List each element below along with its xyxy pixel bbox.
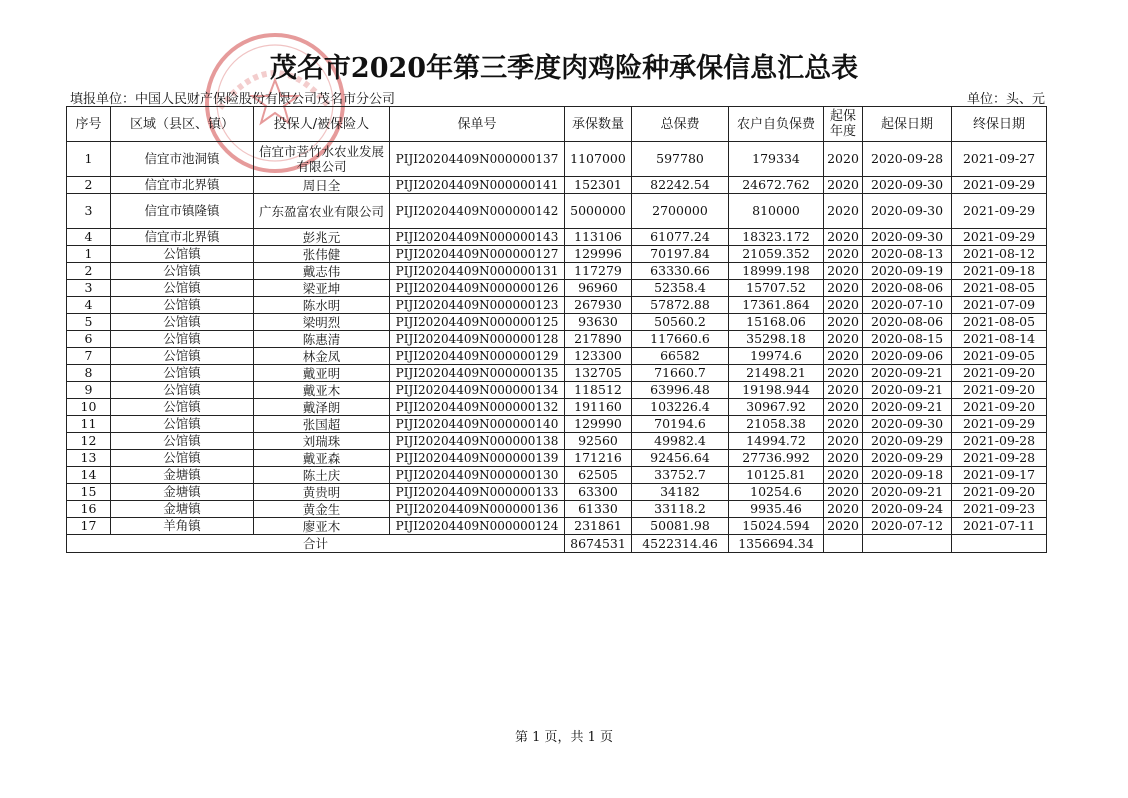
cell-start-date: 2020-09-30 [863,416,952,433]
cell-insured: 黄金生 [254,501,390,518]
cell-policy: PIJI20204409N000000125 [390,314,565,331]
cell-end-date: 2021-09-28 [952,433,1047,450]
cell-year: 2020 [824,416,863,433]
cell-end-date: 2021-08-14 [952,331,1047,348]
cell-start-date: 2020-09-19 [863,263,952,280]
cell-insured: 陈土庆 [254,467,390,484]
cell-premium: 33118.2 [632,501,729,518]
cell-policy: PIJI20204409N000000129 [390,348,565,365]
cell-end-date: 2021-07-09 [952,297,1047,314]
cell-year: 2020 [824,382,863,399]
cell-quantity: 231861 [565,518,632,535]
filing-unit: 填报单位：中国人民财产保险股份有限公司茂名市分公司 [70,92,396,107]
table-row [67,314,1047,331]
cell-start-date: 2020-07-10 [863,297,952,314]
cell-premium: 63330.66 [632,263,729,280]
cell-year: 2020 [824,450,863,467]
header-insured: 投保人/被保险人 [254,107,390,142]
cell-seq: 10 [67,399,111,416]
cell-quantity: 267930 [565,297,632,314]
cell-region: 公馆镇 [111,399,254,416]
cell-premium: 70197.84 [632,246,729,263]
table-row [67,518,1047,535]
cell-policy: PIJI20204409N000000128 [390,331,565,348]
cell-end-date: 2021-09-23 [952,501,1047,518]
cell-premium: 597780 [632,142,729,177]
cell-self-pay: 21058.38 [729,416,824,433]
total-empty-end [952,535,1047,553]
table-row [67,450,1047,467]
cell-quantity: 93630 [565,314,632,331]
header-seq: 序号 [67,107,111,142]
cell-region: 公馆镇 [111,331,254,348]
header-policy: 保单号 [390,107,565,142]
cell-self-pay: 10254.6 [729,484,824,501]
cell-end-date: 2021-09-05 [952,348,1047,365]
cell-year: 2020 [824,177,863,194]
total-quantity: 8674531 [565,535,632,553]
header-premium: 总保费 [632,107,729,142]
cell-seq: 16 [67,501,111,518]
cell-seq: 7 [67,348,111,365]
cell-seq: 1 [67,142,111,177]
cell-self-pay: 14994.72 [729,433,824,450]
table-header-row [67,107,1047,142]
cell-policy: PIJI20204409N000000138 [390,433,565,450]
cell-quantity: 132705 [565,365,632,382]
cell-seq: 8 [67,365,111,382]
cell-insured: 张国超 [254,416,390,433]
cell-insured: 周日全 [254,177,390,194]
summary-table [66,106,1047,553]
cell-policy: PIJI20204409N000000126 [390,280,565,297]
table-row [67,399,1047,416]
cell-quantity: 129996 [565,246,632,263]
cell-insured: 张伟健 [254,246,390,263]
cell-seq: 6 [67,331,111,348]
cell-insured: 刘瑞珠 [254,433,390,450]
cell-region: 公馆镇 [111,246,254,263]
cell-end-date: 2021-09-28 [952,450,1047,467]
cell-seq: 2 [67,177,111,194]
cell-start-date: 2020-08-06 [863,280,952,297]
cell-self-pay: 18999.198 [729,263,824,280]
cell-self-pay: 17361.864 [729,297,824,314]
cell-quantity: 191160 [565,399,632,416]
cell-self-pay: 21498.21 [729,365,824,382]
cell-insured: 戴亚明 [254,365,390,382]
cell-end-date: 2021-09-18 [952,263,1047,280]
cell-region: 公馆镇 [111,433,254,450]
cell-quantity: 5000000 [565,194,632,229]
cell-seq: 2 [67,263,111,280]
cell-policy: PIJI20204409N000000143 [390,229,565,246]
cell-policy: PIJI20204409N000000139 [390,450,565,467]
cell-quantity: 171216 [565,450,632,467]
cell-self-pay: 15024.594 [729,518,824,535]
cell-policy: PIJI20204409N000000127 [390,246,565,263]
cell-seq: 3 [67,194,111,229]
cell-end-date: 2021-08-05 [952,314,1047,331]
cell-end-date: 2021-09-20 [952,365,1047,382]
cell-self-pay: 24672.762 [729,177,824,194]
cell-policy: PIJI20204409N000000135 [390,365,565,382]
table-row [67,467,1047,484]
cell-premium: 50560.2 [632,314,729,331]
cell-premium: 50081.98 [632,518,729,535]
header-end-date: 终保日期 [952,107,1047,142]
cell-self-pay: 179334 [729,142,824,177]
cell-year: 2020 [824,331,863,348]
cell-year: 2020 [824,229,863,246]
cell-region: 羊角镇 [111,518,254,535]
cell-start-date: 2020-09-29 [863,450,952,467]
cell-end-date: 2021-09-20 [952,484,1047,501]
cell-premium: 70194.6 [632,416,729,433]
cell-end-date: 2021-09-20 [952,382,1047,399]
cell-end-date: 2021-09-27 [952,142,1047,177]
cell-year: 2020 [824,518,863,535]
cell-premium: 57872.88 [632,297,729,314]
cell-policy: PIJI20204409N000000132 [390,399,565,416]
cell-region: 金塘镇 [111,467,254,484]
cell-insured: 信宜市菩竹水农业发展有限公司 [254,142,390,177]
total-self-pay: 1356694.34 [729,535,824,553]
table-row [67,263,1047,280]
cell-seq: 4 [67,229,111,246]
header-start-date: 起保日期 [863,107,952,142]
cell-region: 公馆镇 [111,280,254,297]
table-row [67,246,1047,263]
cell-end-date: 2021-09-29 [952,416,1047,433]
cell-end-date: 2021-09-29 [952,229,1047,246]
cell-year: 2020 [824,501,863,518]
cell-policy: PIJI20204409N000000142 [390,194,565,229]
header-quantity: 承保数量 [565,107,632,142]
cell-year: 2020 [824,142,863,177]
page-title: 茂名市2020年第三季度肉鸡险种承保信息汇总表 [269,53,859,84]
cell-quantity: 1107000 [565,142,632,177]
cell-start-date: 2020-09-06 [863,348,952,365]
cell-end-date: 2021-09-29 [952,177,1047,194]
table-row [67,416,1047,433]
cell-year: 2020 [824,348,863,365]
cell-year: 2020 [824,314,863,331]
cell-premium: 49982.4 [632,433,729,450]
cell-self-pay: 15707.52 [729,280,824,297]
cell-region: 公馆镇 [111,450,254,467]
cell-start-date: 2020-08-13 [863,246,952,263]
cell-quantity: 63300 [565,484,632,501]
cell-insured: 戴志伟 [254,263,390,280]
cell-start-date: 2020-09-18 [863,467,952,484]
cell-self-pay: 18323.172 [729,229,824,246]
cell-seq: 17 [67,518,111,535]
header-year: 起保年度 [824,107,863,142]
cell-seq: 12 [67,433,111,450]
cell-start-date: 2020-09-24 [863,501,952,518]
table-row [67,501,1047,518]
cell-policy: PIJI20204409N000000134 [390,382,565,399]
cell-seq: 5 [67,314,111,331]
cell-start-date: 2020-08-06 [863,314,952,331]
cell-start-date: 2020-09-21 [863,484,952,501]
cell-policy: PIJI20204409N000000131 [390,263,565,280]
table-row [67,297,1047,314]
cell-policy: PIJI20204409N000000124 [390,518,565,535]
cell-year: 2020 [824,280,863,297]
cell-insured: 陈惠清 [254,331,390,348]
cell-region: 信宜市北界镇 [111,177,254,194]
cell-start-date: 2020-09-29 [863,433,952,450]
total-empty-year [824,535,863,553]
cell-region: 信宜市池洞镇 [111,142,254,177]
total-premium: 4522314.46 [632,535,729,553]
cell-quantity: 61330 [565,501,632,518]
cell-seq: 3 [67,280,111,297]
page-footer: 第 1 页，共 1 页 [514,730,614,745]
cell-policy: PIJI20204409N000000140 [390,416,565,433]
cell-self-pay: 35298.18 [729,331,824,348]
cell-quantity: 113106 [565,229,632,246]
total-label: 合计 [67,535,565,553]
measure-units: 单位：头、元 [966,92,1045,107]
cell-end-date: 2021-09-20 [952,399,1047,416]
cell-start-date: 2020-09-30 [863,229,952,246]
table-row [67,194,1047,229]
cell-policy: PIJI20204409N000000130 [390,467,565,484]
cell-premium: 63996.48 [632,382,729,399]
cell-self-pay: 15168.06 [729,314,824,331]
cell-self-pay: 10125.81 [729,467,824,484]
cell-self-pay: 30967.92 [729,399,824,416]
cell-year: 2020 [824,246,863,263]
cell-premium: 71660.7 [632,365,729,382]
cell-self-pay: 19974.6 [729,348,824,365]
cell-premium: 103226.4 [632,399,729,416]
cell-start-date: 2020-09-21 [863,382,952,399]
cell-self-pay: 810000 [729,194,824,229]
cell-end-date: 2021-08-05 [952,280,1047,297]
table-row [67,484,1047,501]
cell-quantity: 117279 [565,263,632,280]
cell-quantity: 152301 [565,177,632,194]
cell-start-date: 2020-09-30 [863,194,952,229]
total-empty-start [863,535,952,553]
cell-region: 公馆镇 [111,416,254,433]
cell-year: 2020 [824,484,863,501]
cell-start-date: 2020-07-12 [863,518,952,535]
table-row [67,433,1047,450]
cell-region: 公馆镇 [111,348,254,365]
cell-premium: 82242.54 [632,177,729,194]
cell-premium: 33752.7 [632,467,729,484]
cell-self-pay: 9935.46 [729,501,824,518]
cell-insured: 黄贵明 [254,484,390,501]
cell-year: 2020 [824,433,863,450]
cell-quantity: 118512 [565,382,632,399]
cell-region: 公馆镇 [111,365,254,382]
cell-insured: 戴亚木 [254,382,390,399]
cell-premium: 66582 [632,348,729,365]
cell-start-date: 2020-09-30 [863,177,952,194]
cell-self-pay: 27736.992 [729,450,824,467]
cell-end-date: 2021-09-29 [952,194,1047,229]
cell-quantity: 92560 [565,433,632,450]
cell-quantity: 129990 [565,416,632,433]
cell-region: 公馆镇 [111,382,254,399]
cell-start-date: 2020-09-21 [863,365,952,382]
cell-premium: 34182 [632,484,729,501]
total-row [67,535,1047,553]
cell-insured: 廖亚木 [254,518,390,535]
table-row [67,365,1047,382]
cell-seq: 11 [67,416,111,433]
cell-region: 公馆镇 [111,297,254,314]
cell-policy: PIJI20204409N000000136 [390,501,565,518]
cell-insured: 戴亚森 [254,450,390,467]
cell-insured: 戴泽朗 [254,399,390,416]
cell-region: 信宜市镇隆镇 [111,194,254,229]
cell-quantity: 217890 [565,331,632,348]
table-row [67,382,1047,399]
table-row [67,229,1047,246]
cell-region: 信宜市北界镇 [111,229,254,246]
cell-year: 2020 [824,194,863,229]
cell-premium: 92456.64 [632,450,729,467]
cell-seq: 9 [67,382,111,399]
cell-end-date: 2021-08-12 [952,246,1047,263]
cell-self-pay: 19198.944 [729,382,824,399]
cell-policy: PIJI20204409N000000123 [390,297,565,314]
cell-quantity: 62505 [565,467,632,484]
table-row [67,280,1047,297]
cell-end-date: 2021-07-11 [952,518,1047,535]
cell-premium: 61077.24 [632,229,729,246]
cell-insured: 梁亚坤 [254,280,390,297]
cell-year: 2020 [824,467,863,484]
cell-seq: 4 [67,297,111,314]
table-row [67,331,1047,348]
cell-region: 金塘镇 [111,501,254,518]
cell-start-date: 2020-09-21 [863,399,952,416]
cell-policy: PIJI20204409N000000133 [390,484,565,501]
cell-start-date: 2020-09-28 [863,142,952,177]
cell-year: 2020 [824,297,863,314]
cell-self-pay: 21059.352 [729,246,824,263]
cell-year: 2020 [824,399,863,416]
cell-year: 2020 [824,365,863,382]
subheader-line [70,88,1045,106]
cell-premium: 2700000 [632,194,729,229]
cell-insured: 陈水明 [254,297,390,314]
cell-insured: 梁明烈 [254,314,390,331]
table-row [67,177,1047,194]
cell-region: 公馆镇 [111,263,254,280]
cell-seq: 1 [67,246,111,263]
cell-quantity: 96960 [565,280,632,297]
cell-policy: PIJI20204409N000000141 [390,177,565,194]
cell-premium: 52358.4 [632,280,729,297]
cell-start-date: 2020-08-15 [863,331,952,348]
cell-insured: 广东盈富农业有限公司 [254,194,390,229]
cell-region: 公馆镇 [111,314,254,331]
table-row [67,142,1047,177]
cell-insured: 彭兆元 [254,229,390,246]
header-region: 区域（县区、镇） [111,107,254,142]
cell-end-date: 2021-09-17 [952,467,1047,484]
header-self-pay: 农户自负保费 [729,107,824,142]
cell-seq: 13 [67,450,111,467]
table-row [67,348,1047,365]
cell-insured: 林金凤 [254,348,390,365]
cell-seq: 14 [67,467,111,484]
cell-policy: PIJI20204409N000000137 [390,142,565,177]
cell-quantity: 123300 [565,348,632,365]
cell-year: 2020 [824,263,863,280]
cell-seq: 15 [67,484,111,501]
cell-region: 金塘镇 [111,484,254,501]
cell-premium: 117660.6 [632,331,729,348]
